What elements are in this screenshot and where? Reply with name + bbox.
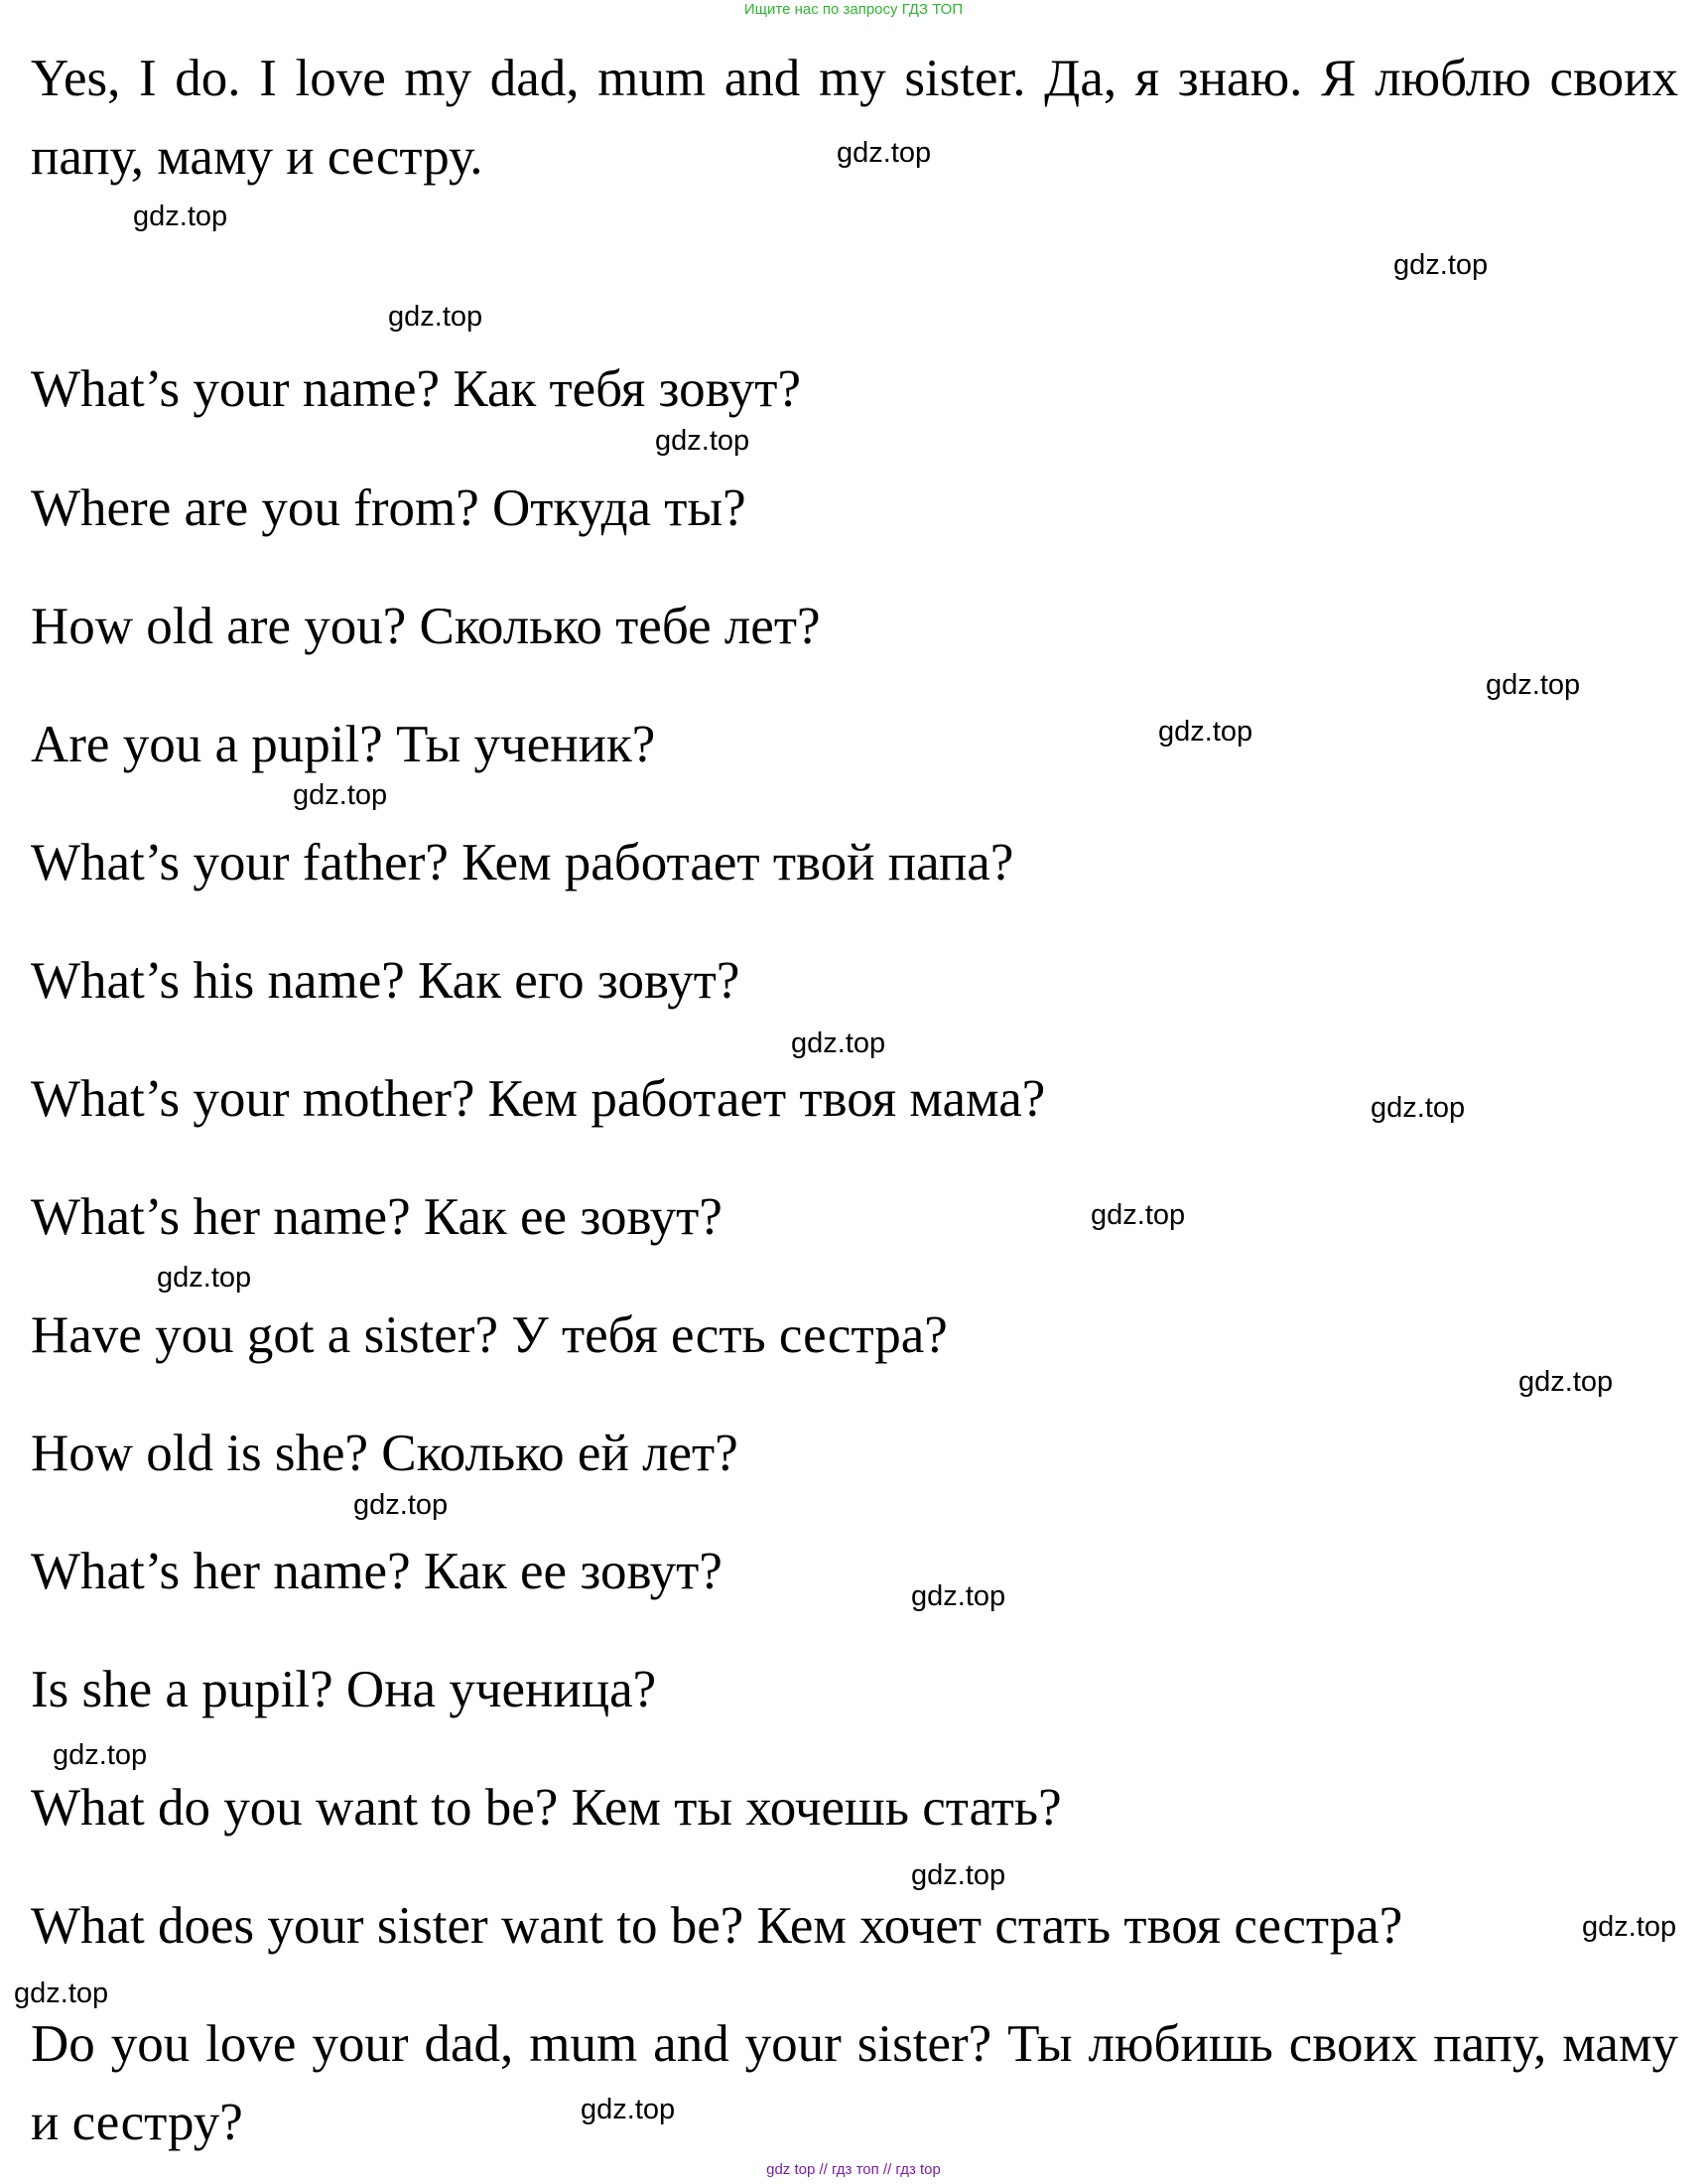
search-hint-note: Ищите нас по запросу ГДЗ ТОП <box>743 1 964 18</box>
watermark-label: gdz.top <box>837 137 932 169</box>
question-line-12: Is she a pupil? Она ученица? <box>31 1661 657 1718</box>
question-line-11: What’s her name? Как ее зовут? <box>31 1543 722 1600</box>
watermark-label: gdz.top <box>791 1027 886 1059</box>
watermark-label: gdz.top <box>388 301 483 333</box>
watermark-label: gdz.top <box>1486 669 1581 701</box>
question-line-1: What’s your name? Как тебя зовут? <box>31 360 801 418</box>
watermark-label: gdz.top <box>1158 716 1253 748</box>
question-line-6: What’s his name? Как его зовут? <box>31 952 740 1010</box>
watermark-label: gdz.top <box>911 1580 1006 1612</box>
answer-paragraph-1: Yes, I do. I love my dad, mum and my sister. Да, я знаю. Я люблю своих папу, маму и сестру. <box>31 50 1678 186</box>
question-line-9: Have you got a sister? У тебя есть сестра? <box>31 1306 948 1364</box>
watermark-label: gdz.top <box>353 1489 449 1521</box>
watermark-label: gdz.top <box>1371 1092 1466 1124</box>
watermark-label: gdz.top <box>133 201 228 232</box>
watermark-label: gdz.top <box>581 2094 676 2125</box>
question-line-14: What does your sister want to be? Кем хочет стать твоя сестра? <box>31 1897 1403 1955</box>
watermark-label: gdz.top <box>1091 1199 1186 1231</box>
watermark-label: gdz.top <box>53 1739 148 1771</box>
question-line-8: What’s her name? Как ее зовут? <box>31 1188 722 1246</box>
question-line-2: Where are you from? Откуда ты? <box>31 479 746 537</box>
watermark-label: gdz.top <box>1518 1366 1614 1398</box>
question-line-10: How old is she? Сколько ей лет? <box>31 1425 738 1482</box>
watermark-label: gdz.top <box>1393 249 1489 281</box>
question-paragraph-15: Do you love your dad, mum and your sister? Ты любишь своих папу, маму и сестру? <box>31 2015 1678 2151</box>
question-line-7: What’s your mother? Кем работает твоя мама? <box>31 1070 1046 1128</box>
question-line-3: How old are you? Сколько тебе лет? <box>31 598 821 655</box>
question-line-4: Are you a pupil? Ты ученик? <box>31 716 656 773</box>
footer-watermark-note: gdz top // гдз топ // гдз top <box>766 2161 941 2178</box>
question-line-13: What do you want to be? Кем ты хочешь стать? <box>31 1779 1062 1837</box>
watermark-label: gdz.top <box>293 779 388 811</box>
watermark-label: gdz.top <box>1582 1911 1677 1943</box>
watermark-label: gdz.top <box>911 1859 1006 1891</box>
question-line-5: What’s your father? Кем работает твой папа? <box>31 834 1014 891</box>
watermark-label: gdz.top <box>655 425 750 457</box>
watermark-label: gdz.top <box>14 1978 109 2009</box>
watermark-label: gdz.top <box>157 1262 252 1294</box>
